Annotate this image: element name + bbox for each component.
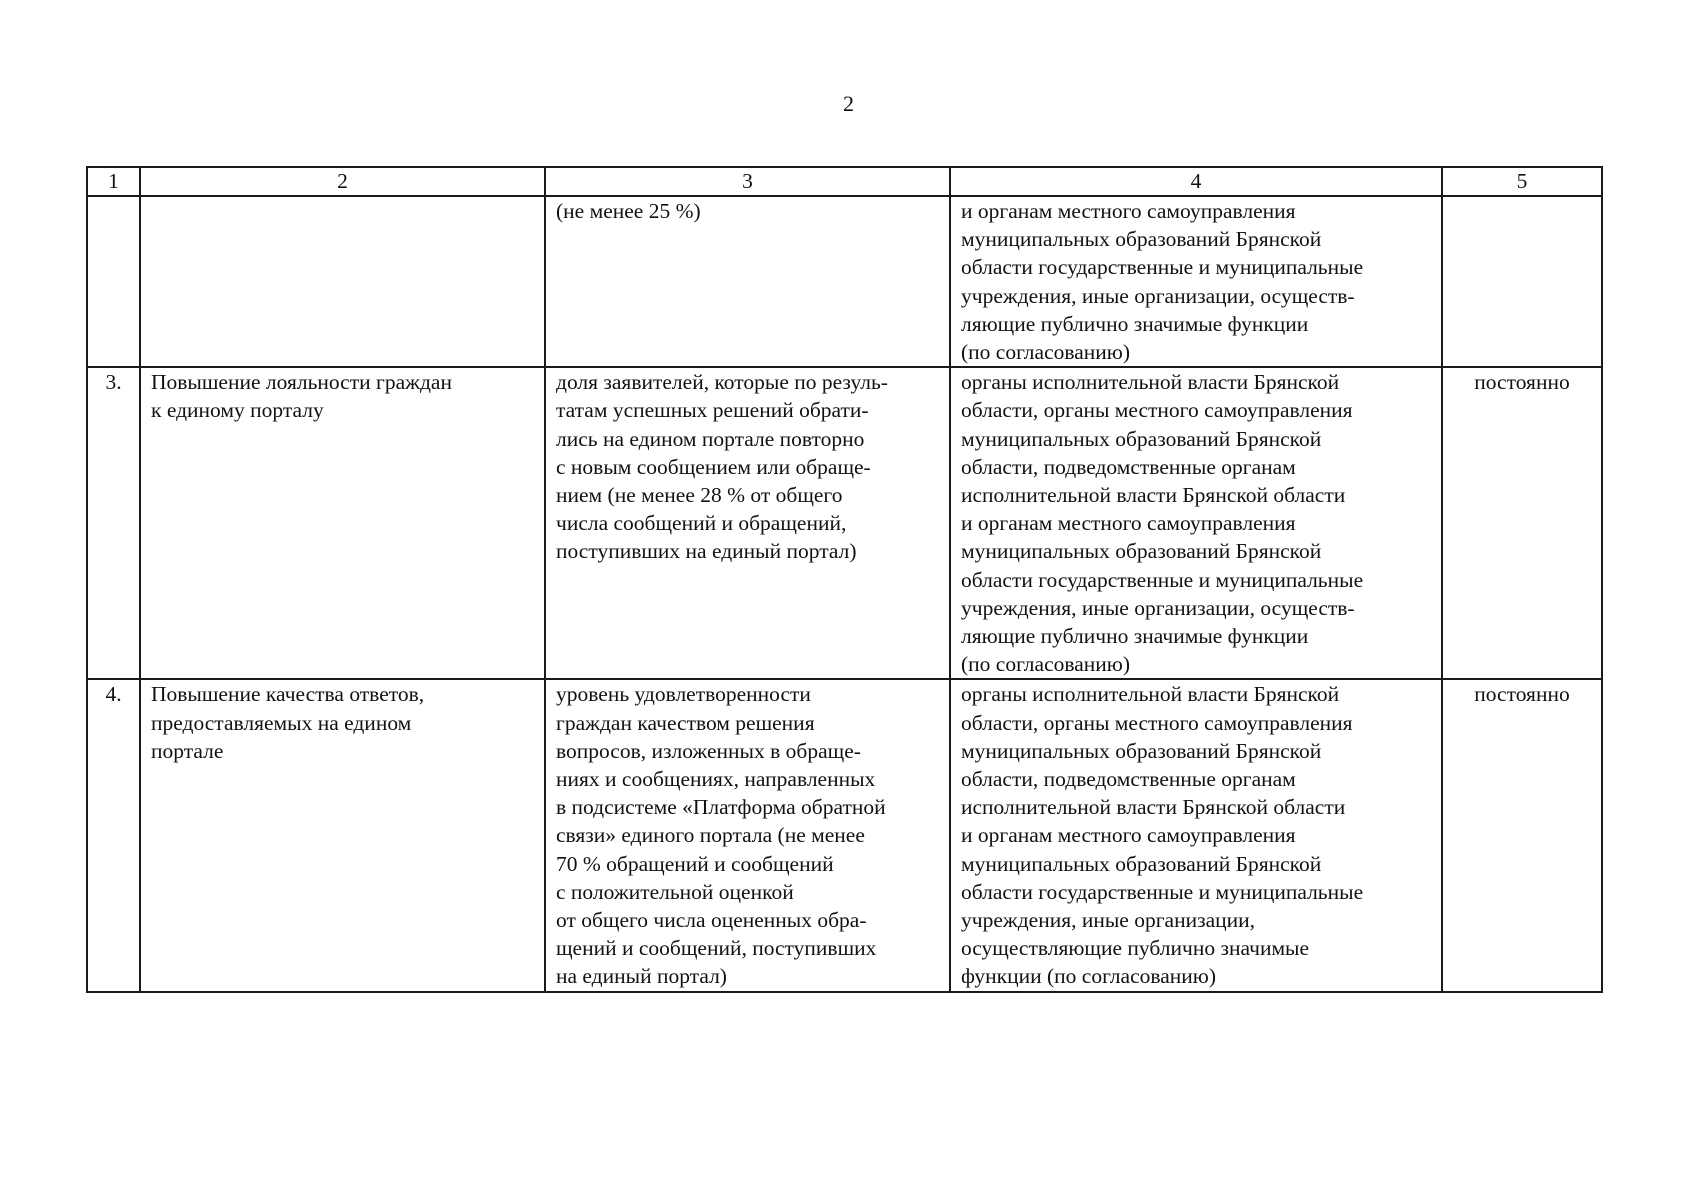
table-body — [87, 196, 1602, 992]
header-col-5: 5 — [1442, 167, 1602, 196]
term-cell: постоянно — [1442, 679, 1602, 991]
row-number: 4. — [87, 679, 140, 991]
indicator-cell: (не менее 25 %) — [545, 196, 950, 367]
plan-table — [86, 166, 1603, 993]
table-row — [87, 367, 1602, 679]
executors-cell: органы исполнительной власти Брянской области, органы местного самоуправления муниципальных образований Брянской области, подведомственные органам исполнительной власти Брянской области и органам местного самоуправления муниципальных образований Брянской области государственные и муниципальные учреждения, иные организации, осуществ- ляющие публично значимые функции (по согласованию) — [950, 367, 1442, 679]
table-row — [87, 196, 1602, 367]
executors-cell: органы исполнительной власти Брянской области, органы местного самоуправления муниципальных образований Брянской области, подведомственные органам исполнительной власти Брянской области и органам местного самоуправления муниципальных образований Брянской области государственные и муниципальные учреждения, иные организации, осуществляющие публично значимые функции (по согласованию) — [950, 679, 1442, 991]
executors-cell: и органам местного самоуправления муниципальных образований Брянской области государственные и муниципальные учреждения, иные организации, осуществ- ляющие публично значимые функции (по согласованию) — [950, 196, 1442, 367]
measure-cell: Повышение лояльности граждан к единому порталу — [140, 367, 545, 679]
header-col-4: 4 — [950, 167, 1442, 196]
indicator-cell: доля заявителей, которые по резуль- татам успешных решений обрати- лись на едином портале повторно с новым сообщением или обраще- нием (не менее 28 % от общего числа сообщений и обращений, поступивших на единый портал) — [545, 367, 950, 679]
term-cell: постоянно — [1442, 367, 1602, 679]
page-number: 2 — [843, 91, 854, 116]
row-number — [87, 196, 140, 367]
indicator-cell: уровень удовлетворенности граждан качеством решения вопросов, изложенных в обраще- ниях и сообщениях, направленных в подсистеме «Платформа обратной связи» единого портала (не менее 70 % обращений и сообщений с положительной оценкой от общего числа оцененных обра- щений и сообщений, поступивших на единый портал) — [545, 679, 950, 991]
header-col-2: 2 — [140, 167, 545, 196]
header-col-3: 3 — [545, 167, 950, 196]
term-cell — [1442, 196, 1602, 367]
table-header — [87, 167, 1602, 196]
measure-cell: Повышение качества ответов, предоставляемых на едином портале — [140, 679, 545, 991]
header-col-1: 1 — [87, 167, 140, 196]
table-row — [87, 679, 1602, 991]
row-number: 3. — [87, 367, 140, 679]
measure-cell — [140, 196, 545, 367]
header-row — [87, 167, 1602, 196]
